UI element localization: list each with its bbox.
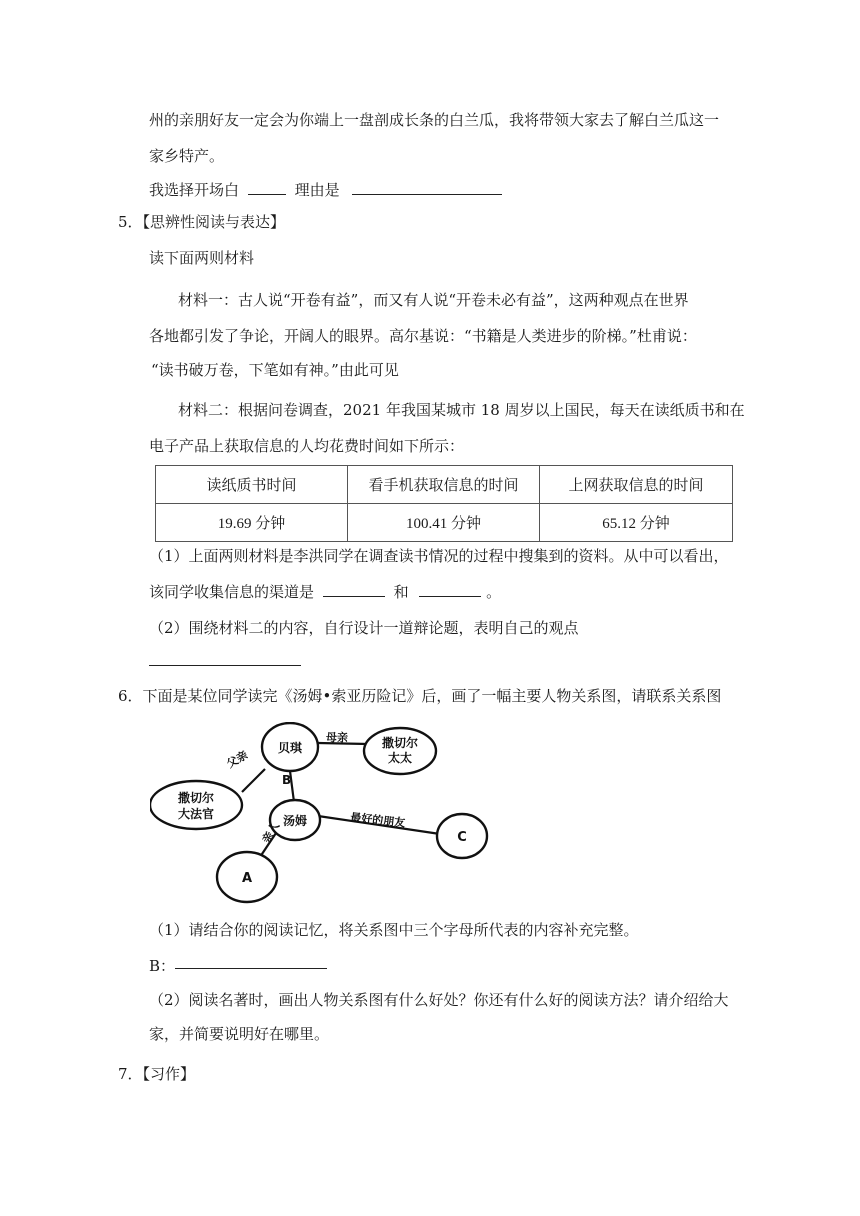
table-header-cell: 看手机获取信息的时间 [348, 466, 540, 504]
a-label: A [241, 871, 253, 886]
q5-number: 5． [118, 213, 143, 231]
q6-b-line [149, 956, 175, 976]
edge-label-father: 父亲 [224, 748, 251, 771]
q6-number: 6． [118, 687, 143, 705]
q6-header [118, 686, 721, 706]
q5-sub1-and: 和 [393, 583, 409, 601]
c-label: C [457, 830, 467, 845]
q6-sub1: （1）请结合你的阅读记忆，将关系图中三个字母所代表的内容补充完整。 [149, 921, 639, 939]
q5-sub1-line-2 [149, 582, 501, 602]
becky-label: 贝琪 [277, 741, 303, 755]
reason-label: 理由是 [294, 181, 340, 199]
channel-blank-2[interactable] [419, 582, 481, 597]
q5-sub1-line-1: （1）上面两则材料是李洪同学在调查读书情况的过程中搜集到的资料。从中可以看出， [149, 547, 729, 565]
choose-blank[interactable] [248, 180, 286, 195]
judge-label-line-1: 撒切尔 [177, 791, 215, 805]
choose-prefix: 我选择开场白 [149, 181, 240, 199]
reason-blank[interactable] [352, 180, 502, 195]
intro-line-2: 家乡特产。 [149, 147, 225, 165]
q7-header [118, 1064, 195, 1084]
table-header-cell: 上网获取信息的时间 [540, 466, 733, 504]
material1-line-2: 各地都引发了争论，开阔人的眼界。高尔基说：“书籍是人类进步的阶梯。”杜甫说： [149, 327, 697, 345]
q7-title: 【习作】 [142, 1065, 196, 1083]
reading-time-table [155, 465, 733, 542]
q5-instruction: 读下面两则材料 [149, 249, 255, 267]
b-answer-blank[interactable] [175, 968, 327, 969]
character-relationship-diagram [150, 722, 500, 912]
material2-line-1: 材料二：根据问卷调查，2021 年我国某城市 18 周岁以上国民，每天在读纸质书和在 [178, 401, 745, 419]
q6-sub2-line-2: 家，并简要说明好在哪里。 [149, 1025, 330, 1043]
edge-label-mother: 母亲 [326, 731, 348, 744]
q5-title: 【思辨性阅读与表达】 [142, 213, 286, 231]
q6-b-label: B： [149, 957, 176, 975]
edge-father [242, 769, 265, 792]
table-row [156, 504, 733, 542]
table-header-row [156, 466, 733, 504]
mrs-label-line-2: 太太 [387, 751, 413, 765]
choose-line [149, 180, 502, 200]
intro-line-1: 州的亲朋好友一定会为你端上一盘剖成长条的白兰瓜，我将带领大家去了解白兰瓜这一 [149, 111, 720, 129]
q6-sub2-line-1: （2）阅读名著时，画出人物关系图有什么好处？你还有什么好的阅读方法？请介绍给大 [149, 991, 729, 1009]
edge-label-b: B [282, 773, 292, 787]
table-cell: 65.12 分钟 [540, 504, 733, 542]
q5-header [118, 212, 285, 232]
q5-sub1-channel-label: 该同学收集信息的渠道是 [149, 583, 315, 601]
channel-blank-1[interactable] [323, 582, 385, 597]
edge-label-friend: 最好的朋友 [349, 810, 406, 830]
edge-label-relative: 亲人 [259, 819, 283, 846]
material2-line-2: 电子产品上获取信息的人均花费时间如下所示： [149, 437, 465, 455]
q5-sub2: （2）围绕材料二的内容，自行设计一道辩论题，表明自己的观点 [149, 619, 579, 637]
table-cell: 100.41 分钟 [348, 504, 540, 542]
node-judge-thatcher [150, 781, 242, 829]
material1-line-1: 材料一：古人说“开卷有益”，而又有人说“开卷未必有益”，这两种观点在世界 [178, 291, 689, 309]
mrs-label-line-1: 撒切尔 [381, 736, 419, 750]
table-cell: 19.69 分钟 [156, 504, 348, 542]
debate-topic-blank[interactable] [149, 665, 301, 666]
q6-stem: 下面是某位同学读完《汤姆•索亚历险记》后，画了一幅主要人物关系图，请联系关系图 [142, 687, 722, 705]
q5-sub1-end: 。 [486, 583, 502, 601]
tom-label: 汤姆 [282, 814, 308, 828]
material1-line-3: “读书破万卷，下笔如有神。”由此可见 [151, 361, 399, 379]
table-header-cell: 读纸质书时间 [156, 466, 348, 504]
q7-number: 7． [118, 1065, 143, 1083]
judge-label-line-2: 大法官 [177, 807, 215, 821]
